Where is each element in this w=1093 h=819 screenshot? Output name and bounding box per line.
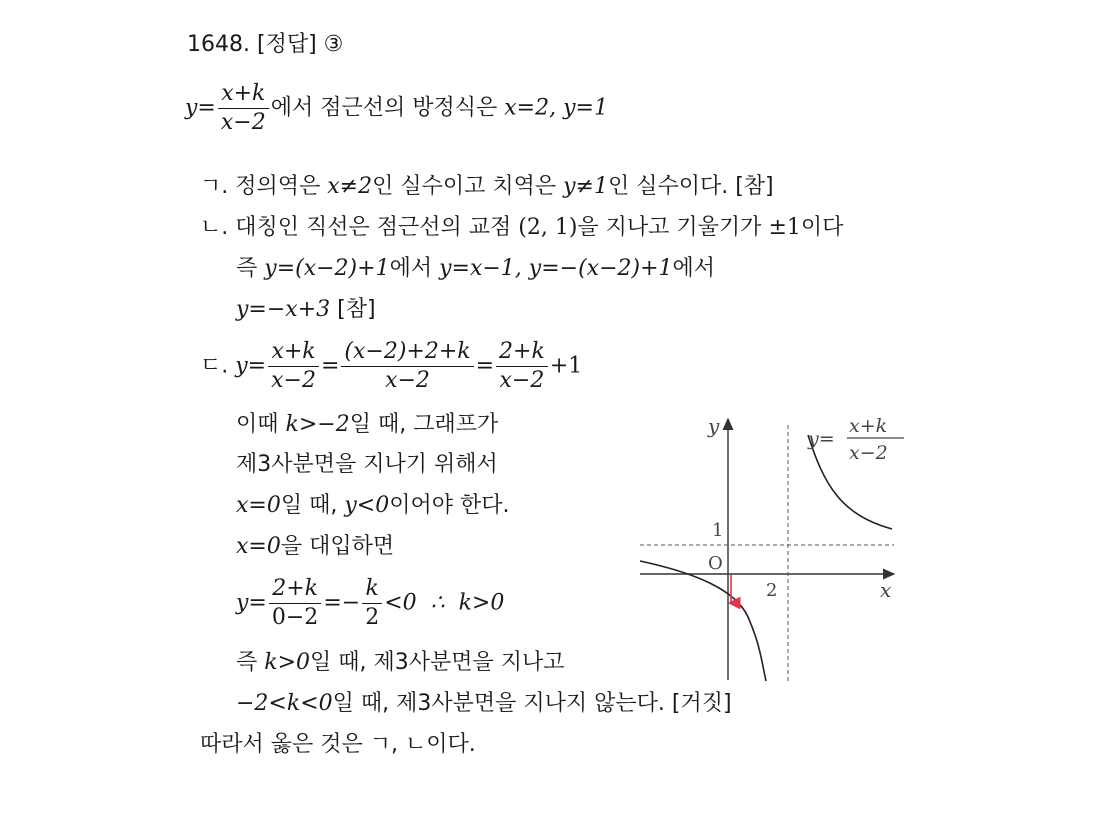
item-3-equals-2: =	[320, 353, 340, 379]
item-2-line-2	[236, 254, 715, 284]
item-2-text-2: 을 지나고 기울기가	[577, 215, 762, 240]
item-2-l3-math-1: y=−x+3	[236, 297, 331, 322]
item-3-l5-text-1: 을 대입하면	[280, 534, 395, 559]
item-3-line-4	[236, 491, 509, 521]
item-3-line-7	[236, 648, 565, 678]
item-3-y-eq: y=	[235, 353, 267, 379]
item-2-l2-text-2: 에서	[389, 256, 433, 281]
item-3-f1-numerator: x+k	[268, 338, 319, 367]
item-2-l2-text-1: 즉	[236, 256, 258, 281]
item-3-l6-f1-denominator: 0−2	[271, 605, 319, 630]
intro-frac-numerator: x+k	[218, 80, 269, 109]
intro-asymptote-x: x=2,	[504, 95, 557, 121]
item-2-l2-math-3: y=−(x−2)+1	[528, 256, 673, 281]
intro-y-eq: y=	[185, 95, 216, 121]
curve-label-y-eq: y=	[808, 428, 835, 450]
intro-fraction	[218, 80, 269, 137]
item-3-l6-fraction-2	[362, 575, 382, 632]
item-1-math-1: x≠2	[327, 174, 373, 199]
item-3-tail: +1	[549, 353, 583, 379]
item-1-marker: ㄱ.	[200, 174, 229, 199]
item-3-l5-math-1: x=0	[236, 534, 281, 559]
item-3-l6-f2-numerator: k	[362, 575, 382, 604]
item-3-fraction-2	[341, 338, 473, 395]
item-3-f3-denominator: x−2	[499, 368, 545, 393]
problem-header	[187, 30, 343, 60]
y-axis-label: y	[708, 414, 720, 438]
item-3-fraction-1	[268, 338, 319, 395]
item-3-l2-text-1: 이때	[236, 412, 279, 437]
intro-asymptote-y: y=1	[563, 95, 608, 121]
item-2-marker: ㄴ.	[200, 215, 229, 240]
item-3-l6-fraction-1	[269, 575, 321, 632]
item-2-line-3	[236, 295, 376, 325]
item-3-line-3	[236, 450, 498, 480]
item-2-math-2: ±1	[768, 215, 801, 240]
conclusion-line	[200, 730, 476, 760]
problem-number: 1648.	[187, 32, 250, 57]
item-1-math-2: y≠1	[563, 174, 608, 199]
item-2-l3-text-1: [참]	[337, 297, 376, 322]
item-2-l2-math-1: y=(x−2)+1	[264, 256, 390, 281]
answer-label: [정답]	[256, 32, 317, 57]
item-2-math-1: (2, 1)	[518, 215, 578, 240]
item-3-f1-denominator: x−2	[271, 368, 316, 393]
item-2-line-1	[200, 213, 843, 243]
intro-line	[185, 80, 608, 137]
item-3-l4-text-2: 이어야 한다.	[389, 493, 510, 518]
item-3-l8-text-1: 일 때, 제3사분면을 지나지 않는다. [거짓]	[332, 691, 732, 716]
item-3-line-6	[236, 575, 504, 632]
item-3-equals-3: =	[475, 353, 495, 379]
item-3-l6-equals: =−	[323, 590, 361, 616]
item-1-line	[200, 172, 774, 202]
item-3-l7-text-2: 일 때, 제3사분면을 지나고	[310, 650, 565, 675]
answer-value: ③	[323, 32, 344, 57]
item-3-line-5	[236, 532, 394, 562]
item-3-l7-text-1: 즉	[236, 650, 258, 675]
item-3-f3-numerator: 2+k	[496, 338, 548, 367]
item-3-marker: ㄷ.	[200, 353, 229, 379]
hyperbola-left-branch	[640, 561, 766, 681]
item-2-l2-text-3: 에서	[672, 256, 716, 281]
item-2-l2-math-2: y=x−1,	[439, 256, 522, 281]
item-3-l6-f2-denominator: 2	[365, 605, 380, 630]
item-1-text-2: 인 실수이고 치역은	[372, 174, 557, 199]
item-3-l8-math-1: −2<k<0	[236, 691, 333, 716]
item-3-l2-math-1: k>−2	[285, 412, 350, 437]
item-2-text-1: 대칭인 직선은 점근선의 교점	[235, 215, 512, 240]
item-3-l4-math-2: y<0	[344, 493, 390, 518]
item-3-l6-tail: <0 ∴ k>0	[384, 590, 505, 616]
item-3-l7-math-1: k>0	[264, 650, 311, 675]
item-3-line-2	[236, 410, 498, 440]
curve-label-denominator: x−2	[849, 442, 888, 464]
hyperbola-graph	[636, 405, 912, 687]
x-axis-label: x	[880, 578, 892, 602]
item-3-line-8	[236, 689, 732, 719]
item-3-l6-y-eq: y=	[236, 590, 267, 616]
item-3-l6-f1-numerator: 2+k	[269, 575, 321, 604]
item-3-l3-text: 제3사분면을 지나기 위해서	[236, 452, 498, 477]
item-3-f2-denominator: x−2	[385, 368, 430, 393]
item-1-text-1: 정의역은	[235, 174, 321, 199]
item-2-text-3: 이다	[800, 215, 844, 240]
item-3-l4-text-1: 일 때,	[280, 493, 338, 518]
item-3-l2-text-2: 일 때, 그래프가	[349, 412, 499, 437]
tick-label-1: 1	[712, 520, 724, 541]
item-3-fraction-3	[496, 338, 548, 395]
origin-label: O	[708, 553, 723, 574]
tick-label-2: 2	[766, 580, 778, 601]
conclusion-text: 따라서 옳은 것은 ㄱ, ㄴ이다.	[200, 732, 476, 757]
intro-frac-denominator: x−2	[220, 110, 266, 135]
item-3-l4-math-1: x=0	[236, 493, 281, 518]
item-3-f2-numerator: (x−2)+2+k	[341, 338, 473, 367]
item-3-line-1	[200, 338, 582, 395]
item-1-text-3: 인 실수이다. [참]	[607, 174, 774, 199]
intro-text: 에서 점근선의 방정식은	[270, 95, 498, 121]
curve-label-numerator: x+k	[849, 415, 888, 437]
